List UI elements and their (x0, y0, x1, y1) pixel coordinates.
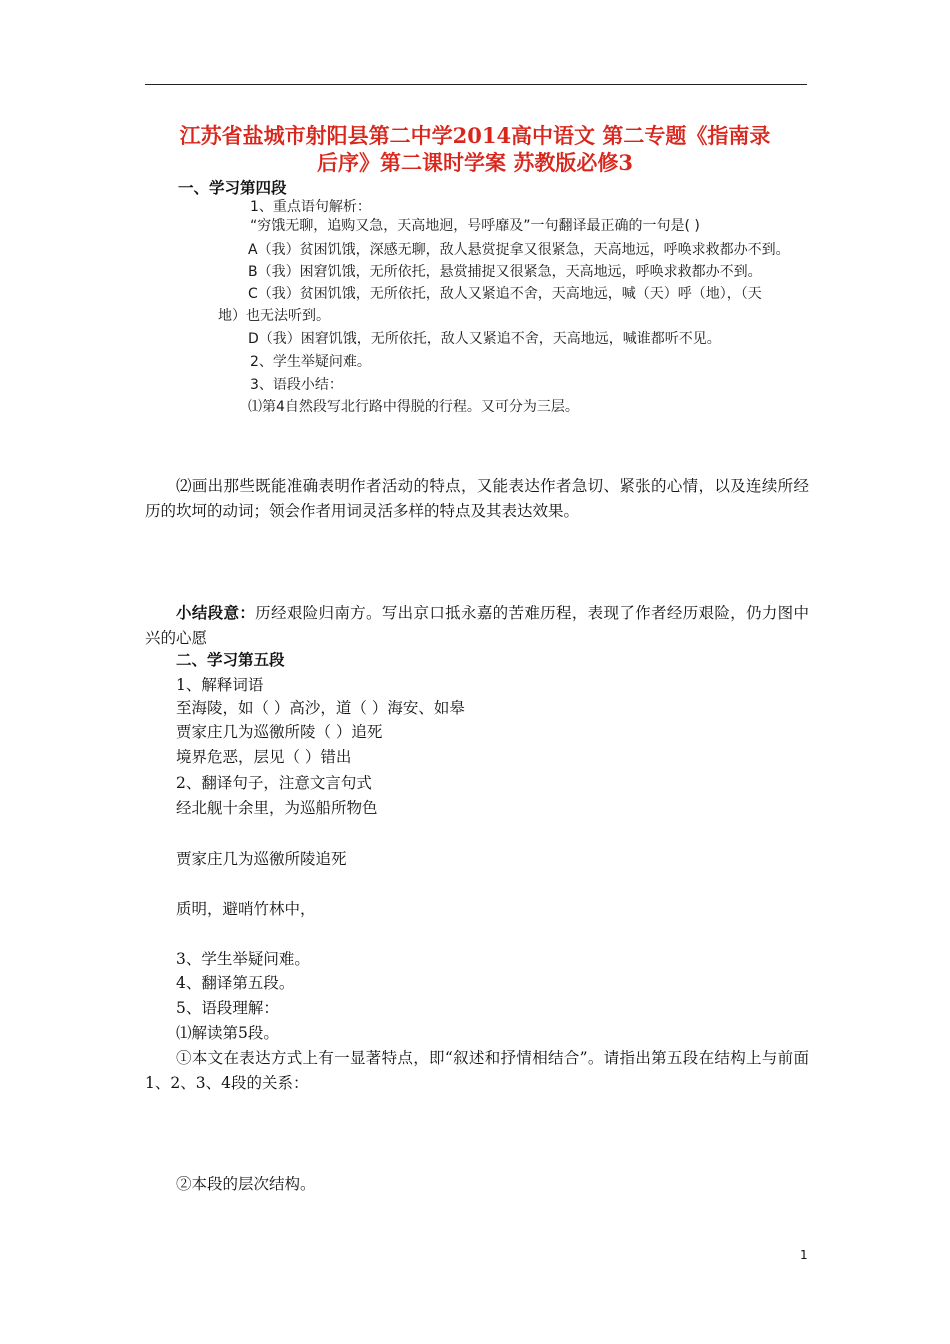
header-rule (145, 84, 807, 85)
title-line-2: 后序》第二课时学案 苏教版必修3 (317, 150, 633, 175)
section-1-item-1: 1、重点语句解析： (250, 199, 371, 215)
word-line-2: 贾家庄几为巡徼所陵（ ）追死 (176, 723, 383, 741)
title-line-1: 江苏省盐城市射阳县第二中学2014高中语文 第二专题《指南录 (179, 123, 771, 148)
section-1-heading: 一、学习第四段 (178, 178, 287, 197)
section-2-item-3: 3、学生举疑问难。 (176, 950, 310, 968)
section-2-item-5: 5、语段理解： (176, 999, 279, 1017)
summary-text: 历经艰险归南方。写出京口抵永嘉的苦难历程，表现了作者经历艰险，仍力图中兴的心愿 (145, 604, 809, 647)
section-2-item-1: 1、解释词语 (176, 676, 264, 694)
sentence-3: 质明，避哨竹林中， (176, 900, 316, 918)
section-1-item-3-1: ⑴第4自然段写北行路中得脱的行程。又可分为三层。 (248, 399, 579, 415)
option-d: D（我）困窘饥饿，无所依托，敌人又紧追不舍，天高地远，喊谁都听不见。 (248, 331, 721, 347)
word-line-3: 境界危恶，层见（ ）错出 (176, 748, 352, 766)
section-2-item-2: 2、翻译句子，注意文言句式 (176, 774, 372, 792)
section-1-item-2: 2、学生举疑问难。 (250, 354, 371, 370)
word-line-1: 至海陵，如（ ）高沙，道（ ）海安、如皋 (176, 699, 465, 717)
question-text: “穷饿无聊，追购又急，天高地迥，号呼靡及”一句翻译最正确的一句是( ) (250, 218, 700, 234)
section-1-item-3: 3、语段小结： (250, 377, 343, 393)
section-1-item-3-2: ⑵画出那些既能准确表明作者活动的特点，又能表达作者急切、紧张的心情，以及连续所经历的坎坷的动词；领会作者用词灵活多样的特点及其表达效果。 (145, 477, 809, 520)
summary-paragraph (145, 600, 809, 651)
section-2-heading: 二、学习第五段 (176, 650, 285, 669)
sentence-2: 贾家庄几为巡徼所陵追死 (176, 850, 347, 868)
question-1: ①本文在表达方式上有一显著特点，即“叙述和抒情相结合”。请指出第五段在结构上与前面1、2、3、4段的关系： (145, 1049, 809, 1092)
option-c-line-2: 地）也无法听到。 (218, 308, 330, 324)
document-title (160, 122, 790, 176)
sentence-1: 经北舰十余里，为巡船所物色 (176, 799, 378, 817)
section-2-item-4: 4、翻译第五段。 (176, 974, 295, 992)
summary-label: 小结段意： (176, 603, 256, 622)
option-a: A（我）贫困饥饿，深感无聊，敌人悬赏捉拿又很紧急，天高地远，呼唤求救都办不到。 (248, 242, 790, 258)
section-2-item-5-1: ⑴解读第5段。 (176, 1024, 279, 1042)
option-c-line-1: C（我）贫困饥饿，无所依托，敌人又紧追不舍，天高地远，喊（天）呼（地），（天 (248, 286, 762, 302)
question-2: ②本段的层次结构。 (176, 1175, 316, 1193)
page-number: 1 (800, 1248, 808, 1262)
option-b: B（我）困窘饥饿，无所依托，悬赏捕捉又很紧急，天高地远，呼唤求救都办不到。 (248, 264, 762, 280)
